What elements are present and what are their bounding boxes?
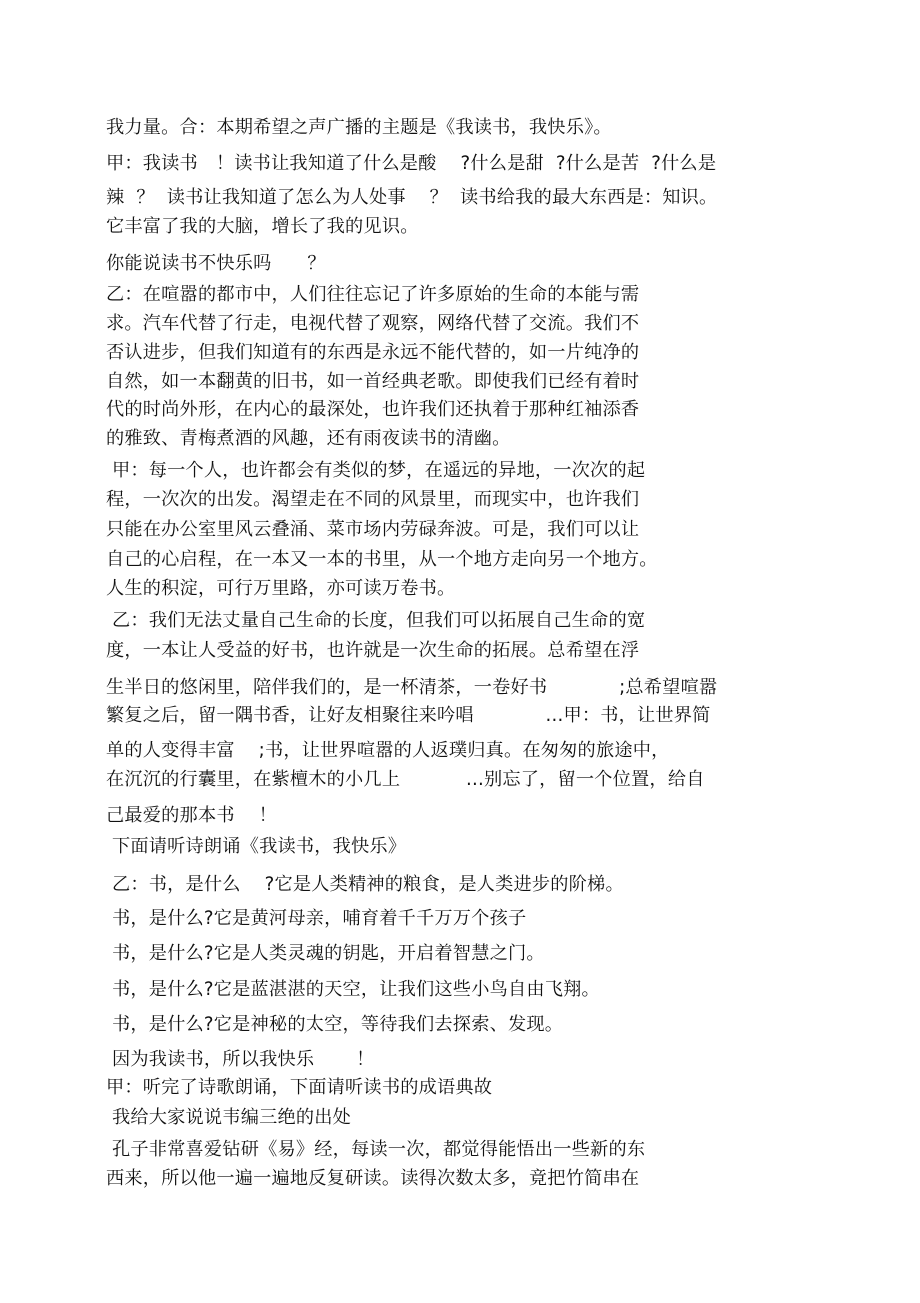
text-line: 只能在办公室里风云叠涌、菜市场内劳碌奔波。可是，我们可以让 bbox=[106, 519, 640, 540]
text-line: 乙：我们无法丈量自己生命的长度，但我们可以拓展自己生命的宽 bbox=[106, 610, 646, 631]
text-line: 程，一次次的出发。渴望走在不同的风景里，而现实中，也许我们 bbox=[106, 489, 640, 510]
text-line: 己最爱的那本书 ！ bbox=[106, 805, 278, 826]
text-line: 书，是什么?它是神秘的太空，等待我们去探索、发现。 bbox=[106, 1014, 564, 1035]
text-line: 它丰富了我的大脑，增长了我的见识。 bbox=[106, 216, 419, 237]
text-line: 你能说读书不快乐吗 ？ bbox=[106, 253, 326, 274]
text-line: 孔子非常喜爱钻研《易》经，每读一次，都觉得能悟出一些新的东 bbox=[106, 1139, 646, 1160]
text-line: 下面请听诗朗诵《我读书，我快乐》 bbox=[106, 836, 407, 857]
text-line: 单的人变得丰富 ;书，让世界喧嚣的人返璞归真。在匆匆的旅途中， bbox=[106, 740, 670, 761]
text-line: 书，是什么?它是黄河母亲，哺育着千千万万个孩子 bbox=[106, 908, 527, 929]
text-line: 自己的心启程，在一本又一本的书里，从一个地方走向另一个地方。 bbox=[106, 549, 658, 570]
text-line: 乙：在喧嚣的都市中，人们往往忘记了许多原始的生命的本能与需 bbox=[106, 284, 640, 305]
text-line: 甲：听完了诗歌朗诵，下面请听读书的成语典故 bbox=[106, 1077, 493, 1098]
text-line: 甲：我读书 ！读书让我知道了什么是酸 ?什么是甜 ?什么是苦 ?什么是 bbox=[106, 153, 717, 174]
text-line: 我给大家说说韦编三绝的出处 bbox=[106, 1107, 352, 1128]
text-line: 在沉沉的行囊里，在紫檀木的小几上 ...别忘了，留一个位置，给自 bbox=[106, 769, 705, 790]
text-line: 西来，所以他一遍一遍地反复研读。读得次数太多，竟把竹简串在 bbox=[106, 1168, 640, 1189]
text-line: 自然，如一本翻黄的旧书，如一首经典老歌。即使我们已经有着时 bbox=[106, 371, 640, 392]
text-line: 繁复之后，留一隅书香，让好友相聚往来吟唱 ...甲：书，让世界简 bbox=[106, 705, 711, 726]
text-line: 辣 ？ 读书让我知道了怎么为人处事 ？ 读书给我的最大东西是：知识。 bbox=[106, 187, 718, 208]
text-line: 度，一本让人受益的好书，也许就是一次生命的拓展。总希望在浮 bbox=[106, 640, 640, 661]
text-line: 书，是什么?它是人类灵魂的钥匙，开启着智慧之门。 bbox=[106, 943, 545, 964]
text-line: 的雅致、青梅煮酒的风趣，还有雨夜读书的清幽。 bbox=[106, 428, 511, 449]
text-line: 生半日的悠闲里，陪伴我们的，是一杯清茶，一卷好书 ;总希望喧嚣 bbox=[106, 677, 718, 698]
text-line: 乙：书，是什么 ?它是人类精神的粮食，是人类进步的阶梯。 bbox=[106, 874, 624, 895]
text-line: 求。汽车代替了行走，电视代替了观察，网络代替了交流。我们不 bbox=[106, 313, 640, 334]
text-line: 我力量。合：本期希望之声广播的主题是《我读书，我快乐》。 bbox=[106, 117, 612, 138]
text-line: 甲：每一个人，也许都会有类似的梦，在遥远的异地，一次次的起 bbox=[106, 460, 646, 481]
text-line: 因为我读书，所以我快乐 ！ bbox=[106, 1049, 375, 1070]
text-line: 人生的积淀，可行万里路，亦可读万卷书。 bbox=[106, 578, 456, 599]
text-line: 书，是什么?它是蓝湛湛的天空，让我们这些小鸟自由飞翔。 bbox=[106, 979, 600, 1000]
text-line: 代的时尚外形，在内心的最深处，也许我们还执着于那种红袖添香 bbox=[106, 399, 640, 420]
text-line: 否认进步，但我们知道有的东西是永远不能代替的，如一片纯净的 bbox=[106, 342, 640, 363]
